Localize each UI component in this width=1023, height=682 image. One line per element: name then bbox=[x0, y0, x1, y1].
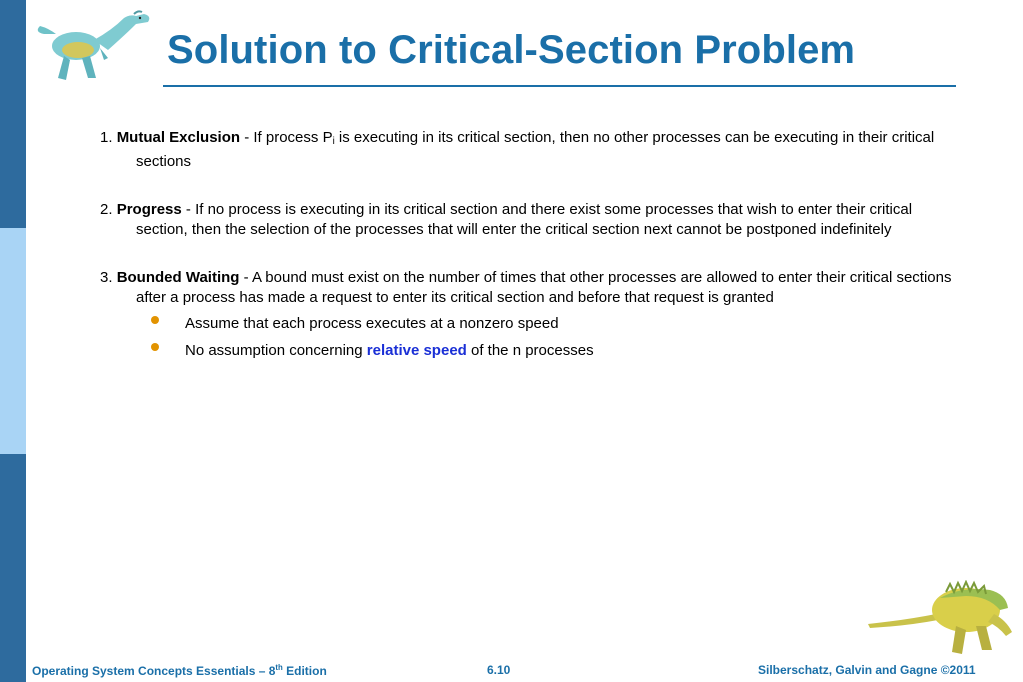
slide-title: Solution to Critical-Section Problem bbox=[167, 28, 856, 72]
item-text: - If process P bbox=[240, 129, 333, 146]
slide-content bbox=[100, 128, 960, 361]
bullet-text-continued: of the n processes bbox=[466, 342, 594, 359]
dinosaur-logo-icon bbox=[34, 4, 158, 86]
sidebar-segment-bottom bbox=[0, 454, 26, 682]
list-item-bounded-waiting bbox=[100, 268, 960, 308]
sidebar-segment-top bbox=[0, 0, 26, 228]
bullet-text: No assumption concerning bbox=[185, 342, 367, 359]
sub-bullet-list bbox=[100, 314, 960, 361]
sidebar-decoration bbox=[0, 0, 26, 682]
dinosaur-illustration-icon bbox=[866, 580, 1016, 658]
footer-title-suffix: Edition bbox=[282, 664, 327, 678]
bullet-dot-icon bbox=[151, 343, 159, 351]
item-number: 1. bbox=[100, 129, 113, 146]
item-text-continued: is executing in its critical section, then no other processes can be executing in their critical sections bbox=[136, 129, 935, 170]
bullet-dot-icon bbox=[151, 316, 159, 324]
list-item-mutual-exclusion bbox=[100, 128, 960, 172]
footer-title-text: Operating System Concepts Essentials – 8 bbox=[32, 664, 276, 678]
sub-bullet-item bbox=[100, 314, 960, 334]
item-heading: Mutual Exclusion bbox=[116, 129, 241, 146]
list-item-progress bbox=[100, 200, 960, 240]
item-subscript: i bbox=[332, 136, 335, 147]
highlighted-term: relative speed bbox=[366, 342, 467, 359]
sidebar-segment-middle bbox=[0, 228, 26, 454]
item-heading: Progress bbox=[116, 201, 182, 218]
item-number: 3. bbox=[100, 269, 113, 286]
footer-page-number: 6.10 bbox=[487, 663, 511, 677]
title-underline bbox=[163, 85, 956, 87]
footer-authors: Silberschatz, Galvin and Gagne ©2011 bbox=[758, 663, 976, 677]
footer-title-sup: th bbox=[275, 663, 283, 672]
item-text: - A bound must exist on the number of times that other processes are allowed to enter their critical sections after a process has made a request to enter its critical section and before that request is granted bbox=[136, 269, 952, 306]
bullet-text: Assume that each process executes at a nonzero speed bbox=[185, 315, 559, 332]
item-text: - If no process is executing in its critical section and there exist some processes that wish to enter their critical section, then the selection of the processes that will enter the critical section next cannot be postponed indefinitely bbox=[136, 201, 913, 238]
footer-book-title bbox=[32, 663, 327, 678]
item-number: 2. bbox=[100, 201, 113, 218]
item-heading: Bounded Waiting bbox=[116, 269, 240, 286]
sub-bullet-item bbox=[100, 341, 960, 361]
